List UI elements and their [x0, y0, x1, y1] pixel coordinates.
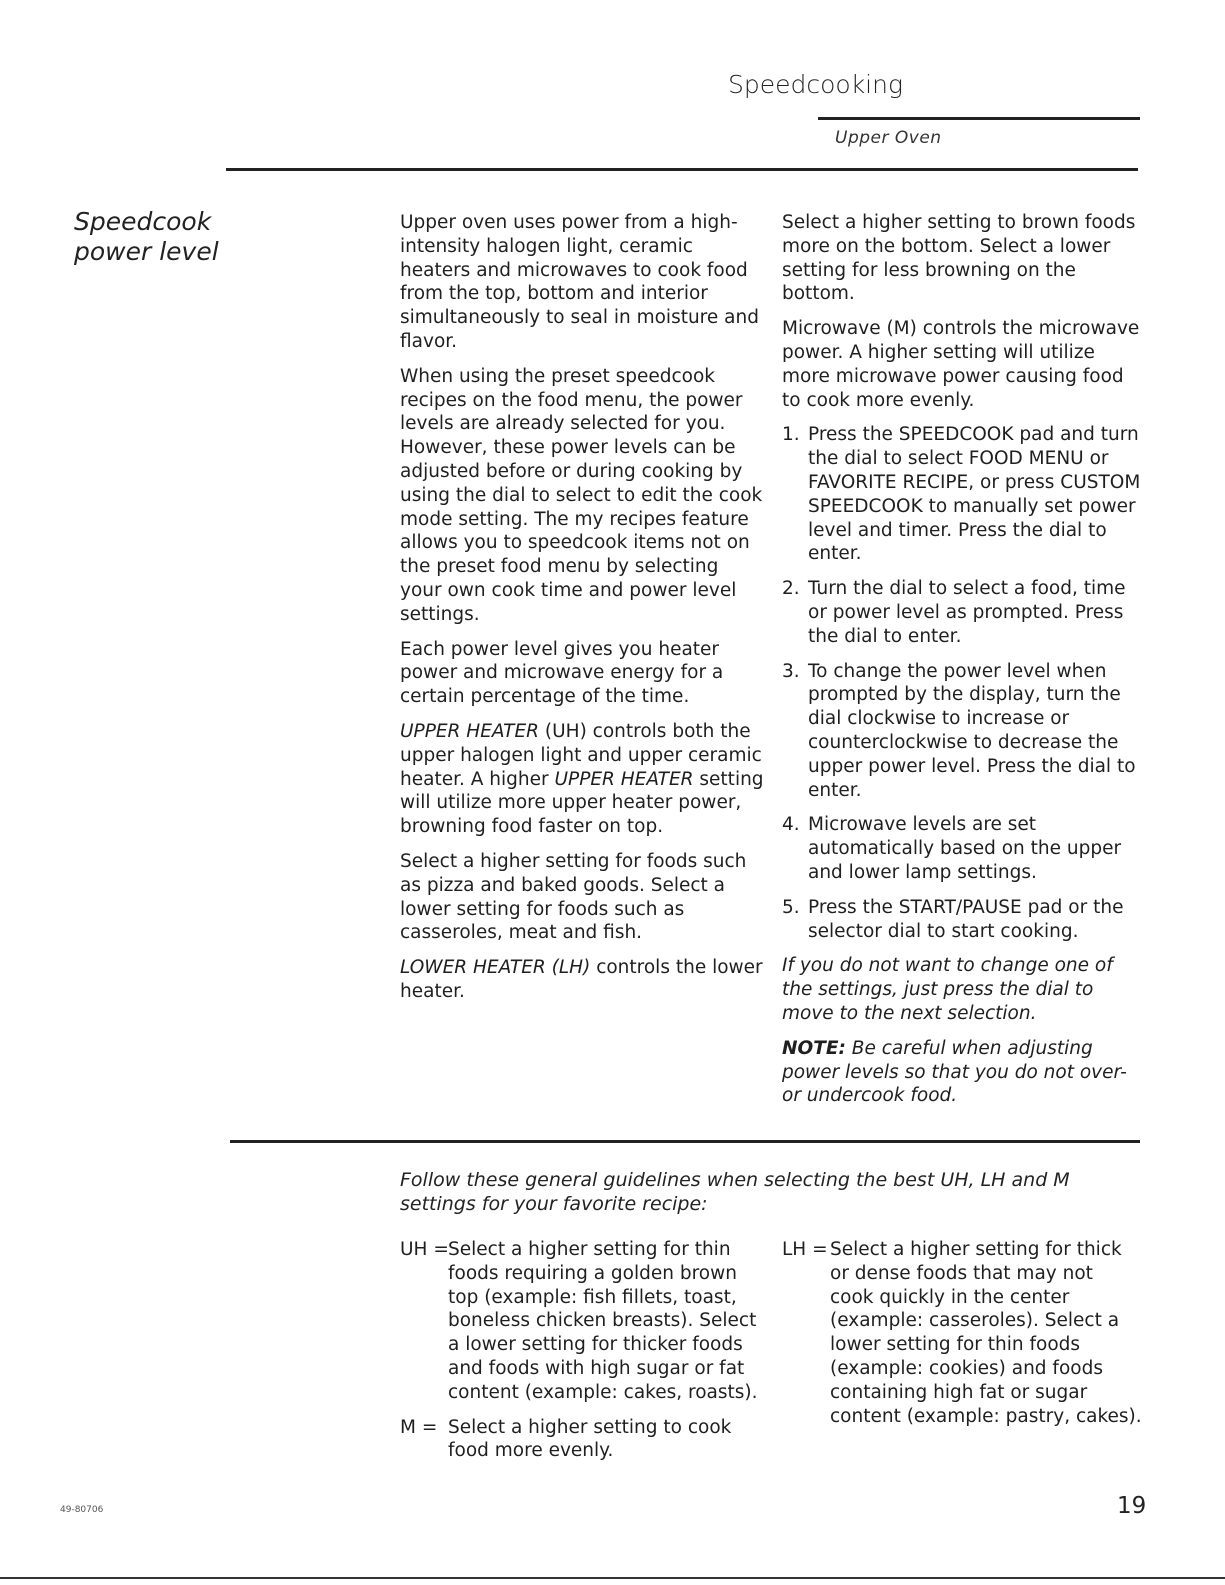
paragraph-intro: Upper oven uses power from a high-intensity halogen light, ceramic heaters and microwaves to cook food from the top, bottom and interior simultaneously to seal in moisture and flavor.	[400, 212, 759, 352]
document-code: 49-80706	[60, 1505, 104, 1515]
section-title-line2: power level	[74, 237, 219, 266]
note-label: NOTE:	[782, 1037, 846, 1059]
paragraph-preset-recipes: When using the preset speedcook recipes on the food menu, the power levels are already selected for you. However, these power levels can be adjusted before or during cooking by using the dial to select to edit the cook mode setting. The my recipes feature allows you to speedcook items not on the preset food menu by selecting your own cook time and power level settings.	[400, 365, 763, 625]
term-lower-heater: LOWER HEATER (LH)	[400, 957, 591, 979]
page-bottom-edge	[0, 1577, 1225, 1579]
paragraph-upper-select: Select a higher setting for foods such as pizza and baked goods. Select a lower setting for foods such as casseroles, meat and fish.	[400, 850, 747, 944]
guideline-key: M =	[400, 1416, 438, 1438]
note: NOTE: Be careful when adjusting power levels so that you do not over- or undercook food.	[782, 1037, 1127, 1107]
guidelines-left	[400, 1238, 760, 1474]
section-rule-middle	[230, 1140, 1140, 1143]
paragraph-power-level: Each power level gives you heater power and microwave energy for a certain percentage of the time.	[400, 638, 724, 708]
guideline-key: LH =	[782, 1239, 828, 1260]
step-item: 1. Press the SPEEDCOOK pad and turn the dial to select FOOD MENU or FAVORITE RECIPE, or press CUSTOM SPEEDCOOK to manually set power level and timer. Press the dial to enter.	[782, 424, 1141, 565]
step-item: 4. Microwave levels are set automatically based on the upper and lower lamp settings.	[782, 814, 1122, 883]
term-upper-heater: UPPER HEATER	[400, 720, 540, 742]
step-item: 2. Turn the dial to select a food, time or power level as prompted. Press the dial to enter.	[782, 578, 1126, 647]
page-header-subtitle: Upper Oven	[835, 128, 942, 148]
guidelines-right	[782, 1238, 1142, 1439]
header-rule	[818, 117, 1140, 120]
guidelines-intro: Follow these general guidelines when selecting the best UH, LH and M settings for your favorite recipe:	[400, 1169, 1070, 1215]
term-upper-heater-2: UPPER HEATER	[554, 768, 694, 790]
page-number: 19	[1117, 1493, 1147, 1519]
step-item: 3. To change the power level when prompted by the display, turn the dial clockwise to increase or counterclockwise to decrease the upper power level. Press the dial to enter.	[782, 660, 1136, 801]
guideline-lh: LH = Select a higher setting for thick or dense foods that may not cook quickly in the center (example: casseroles). Select a lower setting for thin foods (example: cookies) and foods containing high fat or sugar content (example: pastry, cakes).	[782, 1239, 1142, 1427]
tip-text: If you do not want to change one of the settings, just press the dial to move to the next selection.	[782, 955, 1113, 1024]
guideline-uh: UH = Select a higher setting for thin foods requiring a golden brown top (example: fish fillets, toast, boneless chicken breasts). Select a lower setting for thicker foods and foods with high sugar or fat content (example: cakes, roasts).	[400, 1239, 758, 1403]
section-title-line1: Speedcook	[74, 207, 212, 236]
guideline-key: UH =	[400, 1239, 449, 1260]
guideline-m: M = Select a higher setting to cook food more evenly.	[400, 1416, 732, 1462]
body-column-left	[400, 211, 765, 1015]
paragraph-lower-heater: LOWER HEATER (LH) controls the lower heater.	[400, 957, 763, 1002]
body-column-right	[782, 211, 1144, 1119]
paragraph-lower-select: Select a higher setting to brown foods more on the bottom. Select a lower setting for less browning on the bottom.	[782, 212, 1136, 305]
section-title	[74, 207, 219, 267]
paragraph-microwave: Microwave (M) controls the microwave power. A higher setting will utilize more microwave power causing food to cook more evenly.	[782, 318, 1140, 411]
paragraph-upper-heater: UPPER HEATER (UH) controls both the upper halogen light and upper ceramic heater. A higher UPPER HEATER setting will utilize more upper heater power, browning food faster on top.	[400, 720, 764, 838]
step-item: 5. Press the START/PAUSE pad or the selector dial to start cooking.	[782, 896, 1124, 942]
page-header-title: Speedcooking	[728, 70, 903, 99]
section-rule-top	[226, 168, 1138, 171]
steps-list	[782, 423, 1144, 943]
